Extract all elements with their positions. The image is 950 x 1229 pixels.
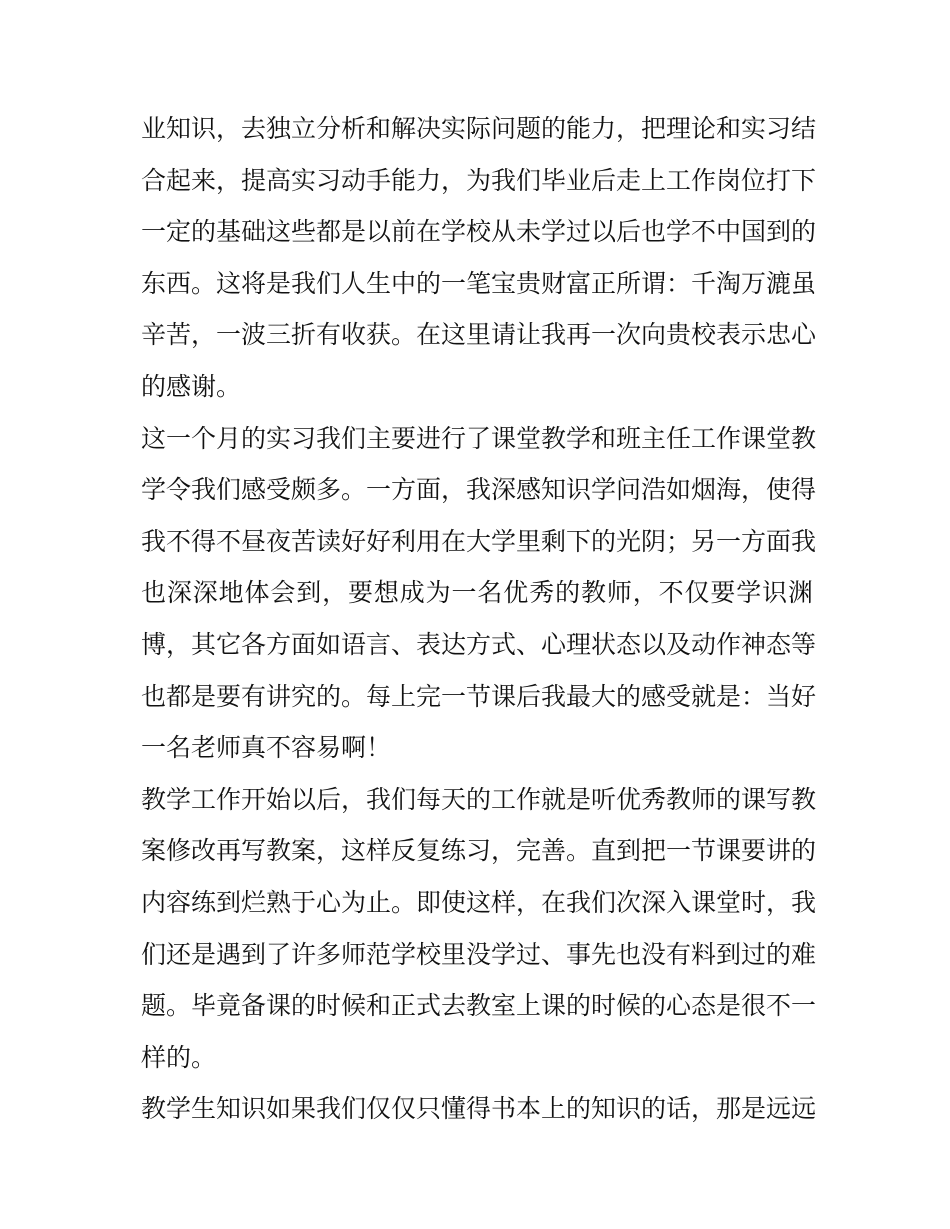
- text-line-16: 内容练到烂熟于心为止。即使这样，在我们次深入课堂时，我: [141, 887, 817, 917]
- text-line-8: 学令我们感受颇多。一方面，我深感知识学问浩如烟海，使得: [141, 475, 817, 505]
- text-line-11: 博，其它各方面如语言、表达方式、心理状态以及动作神态等: [141, 629, 817, 659]
- text-line-6: 的感谢。: [141, 371, 242, 401]
- text-line-4: 东西。这将是我们人生中的一笔宝贵财富正所谓：千淘万漉虽: [141, 268, 817, 298]
- text-line-12: 也都是要有讲究的。每上完一节课后我最大的感受就是：当好: [141, 681, 817, 711]
- text-line-13: 一名老师真不容易啊！: [141, 733, 392, 763]
- text-line-5: 辛苦，一波三折有收获。在这里请让我再一次向贵校表示忠心: [141, 320, 817, 350]
- text-line-3: 一定的基础这些都是以前在学校从未学过以后也学不中国到的: [141, 217, 817, 247]
- text-line-17: 们还是遇到了许多师范学校里没学过、事先也没有料到过的难: [141, 939, 817, 969]
- text-line-9: 我不得不昼夜苦读好好利用在大学里剩下的光阴；另一方面我: [141, 526, 817, 556]
- text-line-20: 教学生知识如果我们仅仅只懂得书本上的知识的话，那是远远: [141, 1094, 817, 1124]
- document-body: [141, 103, 817, 1135]
- text-line-2: 合起来，提高实习动手能力，为我们毕业后走上工作岗位打下: [141, 165, 817, 195]
- text-line-7: 这一个月的实习我们主要进行了课堂教学和班主任工作课堂教: [141, 423, 817, 453]
- text-line-14: 教学工作开始以后，我们每天的工作就是听优秀教师的课写教: [141, 784, 817, 814]
- text-line-10: 也深深地体会到，要想成为一名优秀的教师，不仅要学识渊: [141, 578, 813, 608]
- text-line-18: 题。毕竟备课的时候和正式去教室上课的时候的心态是很不一: [141, 991, 817, 1021]
- text-line-15: 案修改再写教案，这样反复练习，完善。直到把一节课要讲的: [141, 836, 817, 866]
- text-line-1: 业知识，去独立分析和解决实际问题的能力，把理论和实习结: [141, 114, 817, 143]
- text-line-19: 样的。: [141, 1042, 217, 1072]
